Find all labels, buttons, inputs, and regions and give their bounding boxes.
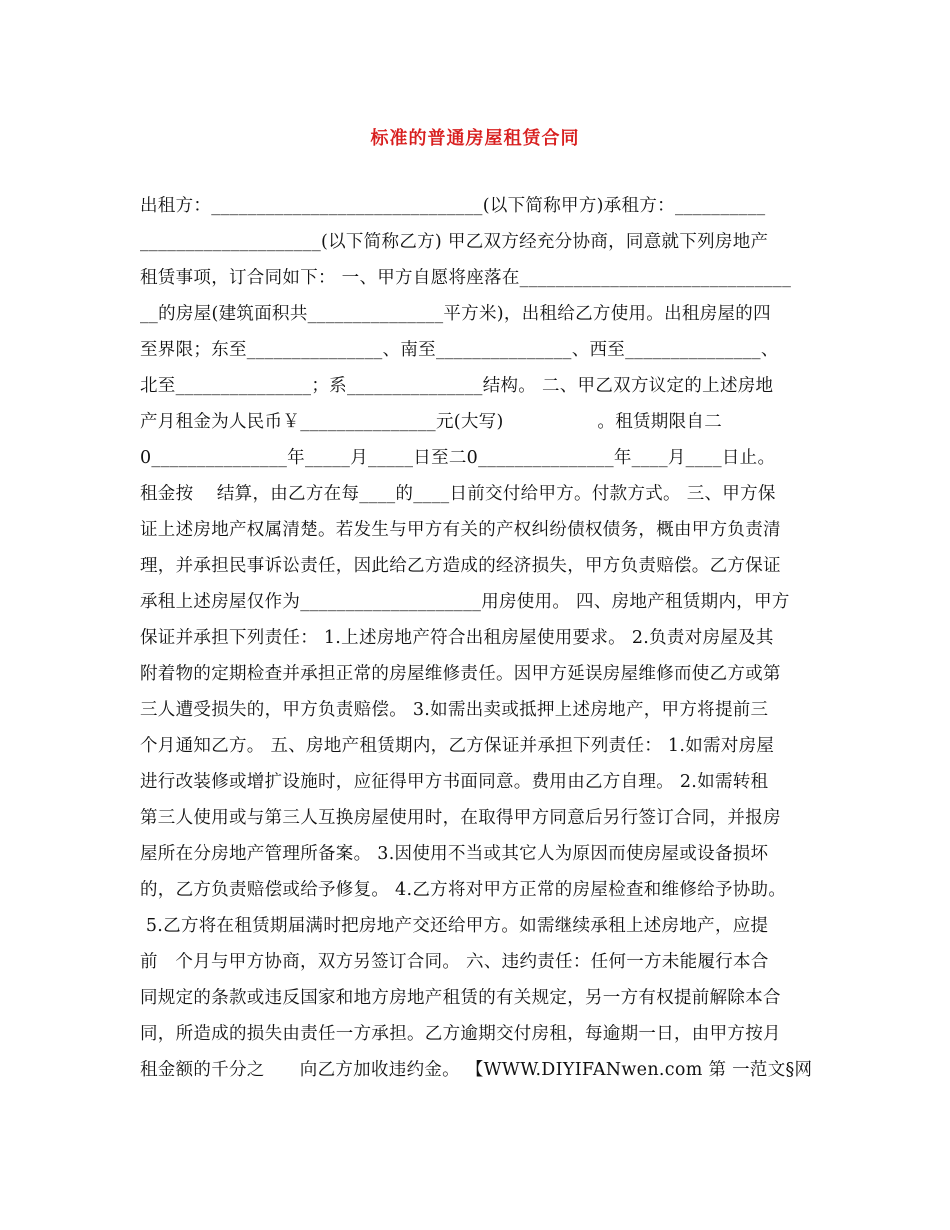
body-line-12: 承租上述房屋仅作为____________________用房使用。 四、房地产租赁期内，甲方 xyxy=(140,592,790,612)
body-line-6: 北至_______________；系_______________结构。 二、甲乙双方议定的上述房地 xyxy=(140,376,774,396)
body-line-7: 产月租金为人民币￥_______________元(大写) 。租赁期限自二 xyxy=(140,412,723,432)
body-line-11: 理，并承担民事诉讼责任，因此给乙方造成的经济损失，甲方负责赔偿。乙方保证 xyxy=(140,556,781,576)
body-line-24: 同，所造成的损失由责任一方承担。乙方逾期交付房租，每逾期一日，由甲方按月 xyxy=(140,1024,781,1044)
body-line-1: 出租方：______________________________(以下简称甲方)承租方：__________ xyxy=(140,196,766,216)
body-line-22: 前 个月与甲方协商，双方另签订合同。 六、违约责任：任何一方未能履行本合 xyxy=(140,952,769,972)
body-line-15: 三人遭受损失的，甲方负责赔偿。 3.如需出卖或抵押上述房地产，甲方将提前三 xyxy=(140,700,769,720)
body-line-4: __的房屋(建筑面积共_______________平方米)，出租给乙方使用。出租房屋的四 xyxy=(140,304,771,324)
body-line-14: 附着物的定期检查并承担正常的房屋维修责任。因甲方延误房屋维修而使乙方或第 xyxy=(140,664,781,684)
body-line-16: 个月通知乙方。 五、房地产租赁期内，乙方保证并承担下列责任： 1.如需对房屋 xyxy=(140,736,775,756)
body-line-19: 屋所在分房地产管理所备案。 3.因使用不当或其它人为原因而使房屋或设备损坏 xyxy=(140,844,769,864)
body-line-23: 同规定的条款或违反国家和地方房地产租赁的有关规定，另一方有权提前解除本合 xyxy=(140,988,781,1008)
body-line-25: 租金额的千分之 向乙方加收违约金。 【WWW.DIYIFANwen.com 第 一范文§网 xyxy=(140,1060,813,1080)
body-line-13: 保证并承担下列责任： 1.上述房地产符合出租房屋使用要求。 2.负责对房屋及其 xyxy=(140,628,774,648)
body-line-5: 至界限；东至_______________、南至_______________、西至_______________、 xyxy=(140,340,779,360)
body-line-10: 证上述房地产权属清楚。若发生与甲方有关的产权纠纷债权债务，概由甲方负责清 xyxy=(140,520,781,540)
body-line-9: 租金按 结算，由乙方在每____的____日前交付给甲方。付款方式。 三、甲方保 xyxy=(140,484,776,504)
body-line-20: 的，乙方负责赔偿或给予修复。 4.乙方将对甲方正常的房屋检查和维修给予协助。 xyxy=(140,880,787,900)
body-line-2: ____________________(以下简称乙方) 甲乙双方经充分协商，同意就下列房地产 xyxy=(140,232,769,252)
body-line-8: 0_______________年_____月_____日至二0_______________年____月____日止。 xyxy=(140,448,776,468)
document-title: 标准的普通房屋租赁合同 xyxy=(370,128,580,149)
body-line-17: 进行改装修或增扩设施时，应征得甲方书面同意。费用由乙方自理。 2.如需转租 xyxy=(140,772,769,792)
body-line-18: 第三人使用或与第三人互换房屋使用时，在取得甲方同意后另行签订合同，并报房 xyxy=(140,808,781,828)
body-line-21: 5.乙方将在租赁期届满时把房地产交还给甲方。如需继续承租上述房地产，应提 xyxy=(140,916,769,936)
body-line-3: 租赁事项，订合同如下： 一、甲方自愿将座落在______________________________ xyxy=(140,268,792,288)
